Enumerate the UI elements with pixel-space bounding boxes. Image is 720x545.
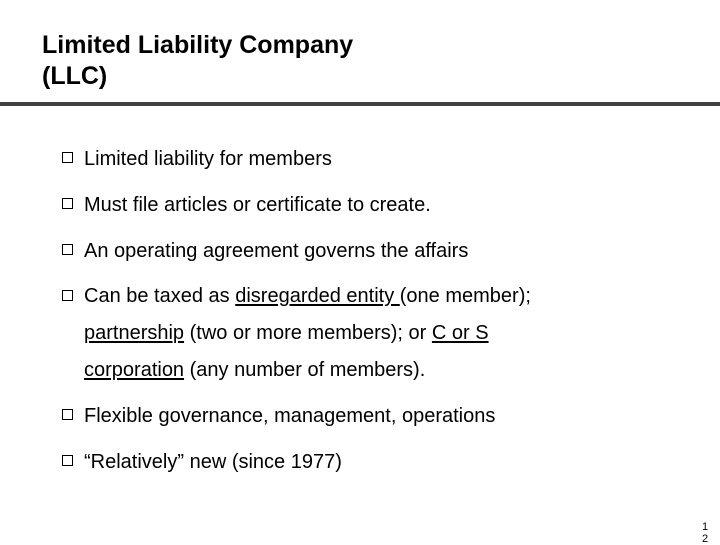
term-disregarded-entity: disregarded entity <box>235 285 400 307</box>
bullet-text: Must file articles or certificate to create. <box>84 194 431 216</box>
bullet-text: Flexible governance, management, operations <box>84 405 496 427</box>
term-corporation: corporation <box>84 359 185 381</box>
bullet-text-part: (one member); <box>399 285 531 307</box>
bullet-text: Limited liability for members <box>84 148 332 170</box>
checkbox-bullet-icon <box>62 152 73 163</box>
bullet-taxation <box>62 278 702 389</box>
page-number-line-1: 1 <box>702 521 709 533</box>
page-number-line-2: 2 <box>702 533 709 545</box>
bullet-text-part: (two or more members); or <box>184 322 432 344</box>
page-number <box>702 521 708 545</box>
bullet-text-part: Can be taxed as <box>84 285 236 307</box>
checkbox-bullet-icon <box>62 409 73 420</box>
title-divider <box>0 102 720 106</box>
bullet-operating-agreement <box>62 238 702 264</box>
checkbox-bullet-icon <box>62 455 73 466</box>
bullet-text: An operating agreement governs the affairs <box>84 240 469 262</box>
bullet-relatively-new <box>62 449 702 475</box>
checkbox-bullet-icon <box>62 290 73 301</box>
title-line-1: Limited Liability Company <box>42 31 354 59</box>
bullet-text-part: (any number of members). <box>184 359 426 381</box>
title-line-2: (LLC) <box>42 62 108 90</box>
term-c-or-s: C or S <box>431 322 489 344</box>
bullet-file-articles <box>62 192 702 218</box>
bullet-list <box>62 146 702 475</box>
bullet-text: “Relatively” new (since 1977) <box>84 451 342 473</box>
bullet-flexible-governance <box>62 403 702 429</box>
checkbox-bullet-icon <box>62 198 73 209</box>
checkbox-bullet-icon <box>62 244 73 255</box>
slide-title <box>42 30 353 92</box>
term-partnership: partnership <box>84 322 185 344</box>
bullet-limited-liability <box>62 146 702 172</box>
